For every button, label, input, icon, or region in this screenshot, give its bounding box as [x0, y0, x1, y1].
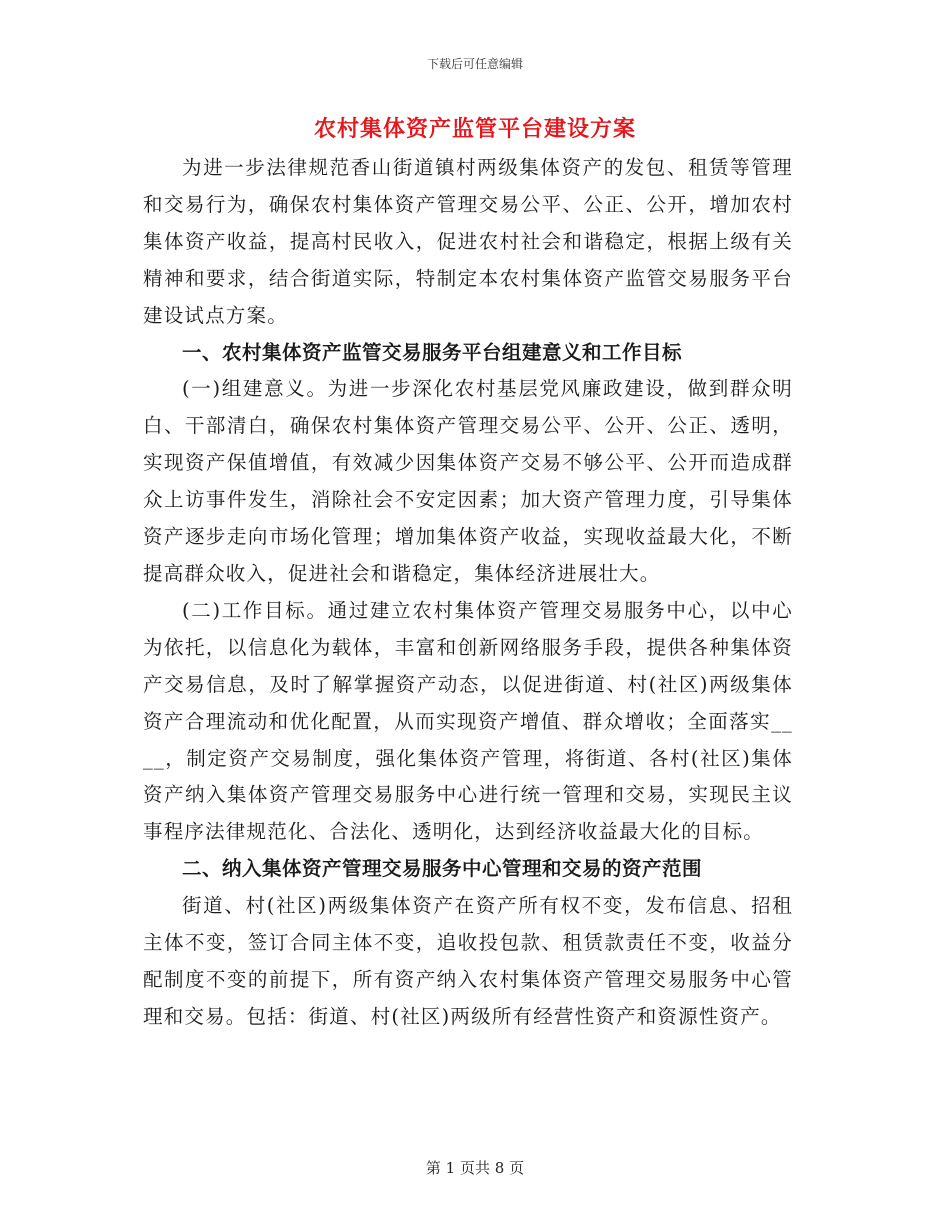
document-title: 农村集体资产监管平台建设方案	[313, 116, 636, 142]
section-1-heading: 一、农村集体资产监管交易服务平台组建意义和工作目标	[182, 340, 683, 364]
section-2-heading: 二、纳入集体资产管理交易服务中心管理和交易的资产范围	[182, 857, 703, 881]
page-footer: 第 1 页共 8 页	[425, 1159, 525, 1177]
page-header: 下载后可任意编辑	[426, 57, 523, 71]
section-2-paragraph-1: 街道、村(社区)两级集体资产在资产所有权不变，发布信息、招租主体不变，签订合同主体不变，追收投包款、租赁款责任不变，收益分配制度不变的前提下，所有资产纳入农村集体资产管理交易服务中心管理和交易。包括：街道、村(社区)两级所有经营性资产和资源性资产。	[143, 894, 793, 1028]
section-1-paragraph-2: (二)工作目标。通过建立农村集体资产管理交易服务中心，以中心为依托，以信息化为载体，丰富和创新网络服务手段，提供各种集体资产交易信息，及时了解掌握资产动态，以促进街道、村(社区)两级集体资产合理流动和优化配置，从而实现资产增值、群众增收；全面落实____，制定资产交易制度，强化集体资产管理，将街道、各村(社区)集体资产纳入集体资产管理交易服务中心进行统一管理和交易，实现民主议事程序法律规范化、合法化、透明化，达到经济收益最大化的目标。	[143, 598, 793, 844]
section-1-paragraph-1: (一)组建意义。为进一步深化农村基层党风廉政建设，做到群众明白、干部清白，确保农村集体资产管理交易公平、公开、公正、透明，实现资产保值增值，有效减少因集体资产交易不够公平、公开而造成群众上访事件发生，消除社会不安定因素；加大资产管理力度，引导集体资产逐步走向市场化管理；增加集体资产收益，实现收益最大化，不断提高群众收入，促进社会和谐稳定，集体经济进展壮大。	[143, 377, 793, 585]
intro-paragraph: 为进一步法律规范香山街道镇村两级集体资产的发包、租赁等管理和交易行为，确保农村集体资产管理交易公平、公正、公开，增加农村集体资产收益，提高村民收入，促进农村社会和谐稳定，根据上级有关精神和要求，结合街道实际，特制定本农村集体资产监管交易服务平台建设试点方案。	[143, 156, 793, 327]
document-body	[143, 150, 793, 1036]
